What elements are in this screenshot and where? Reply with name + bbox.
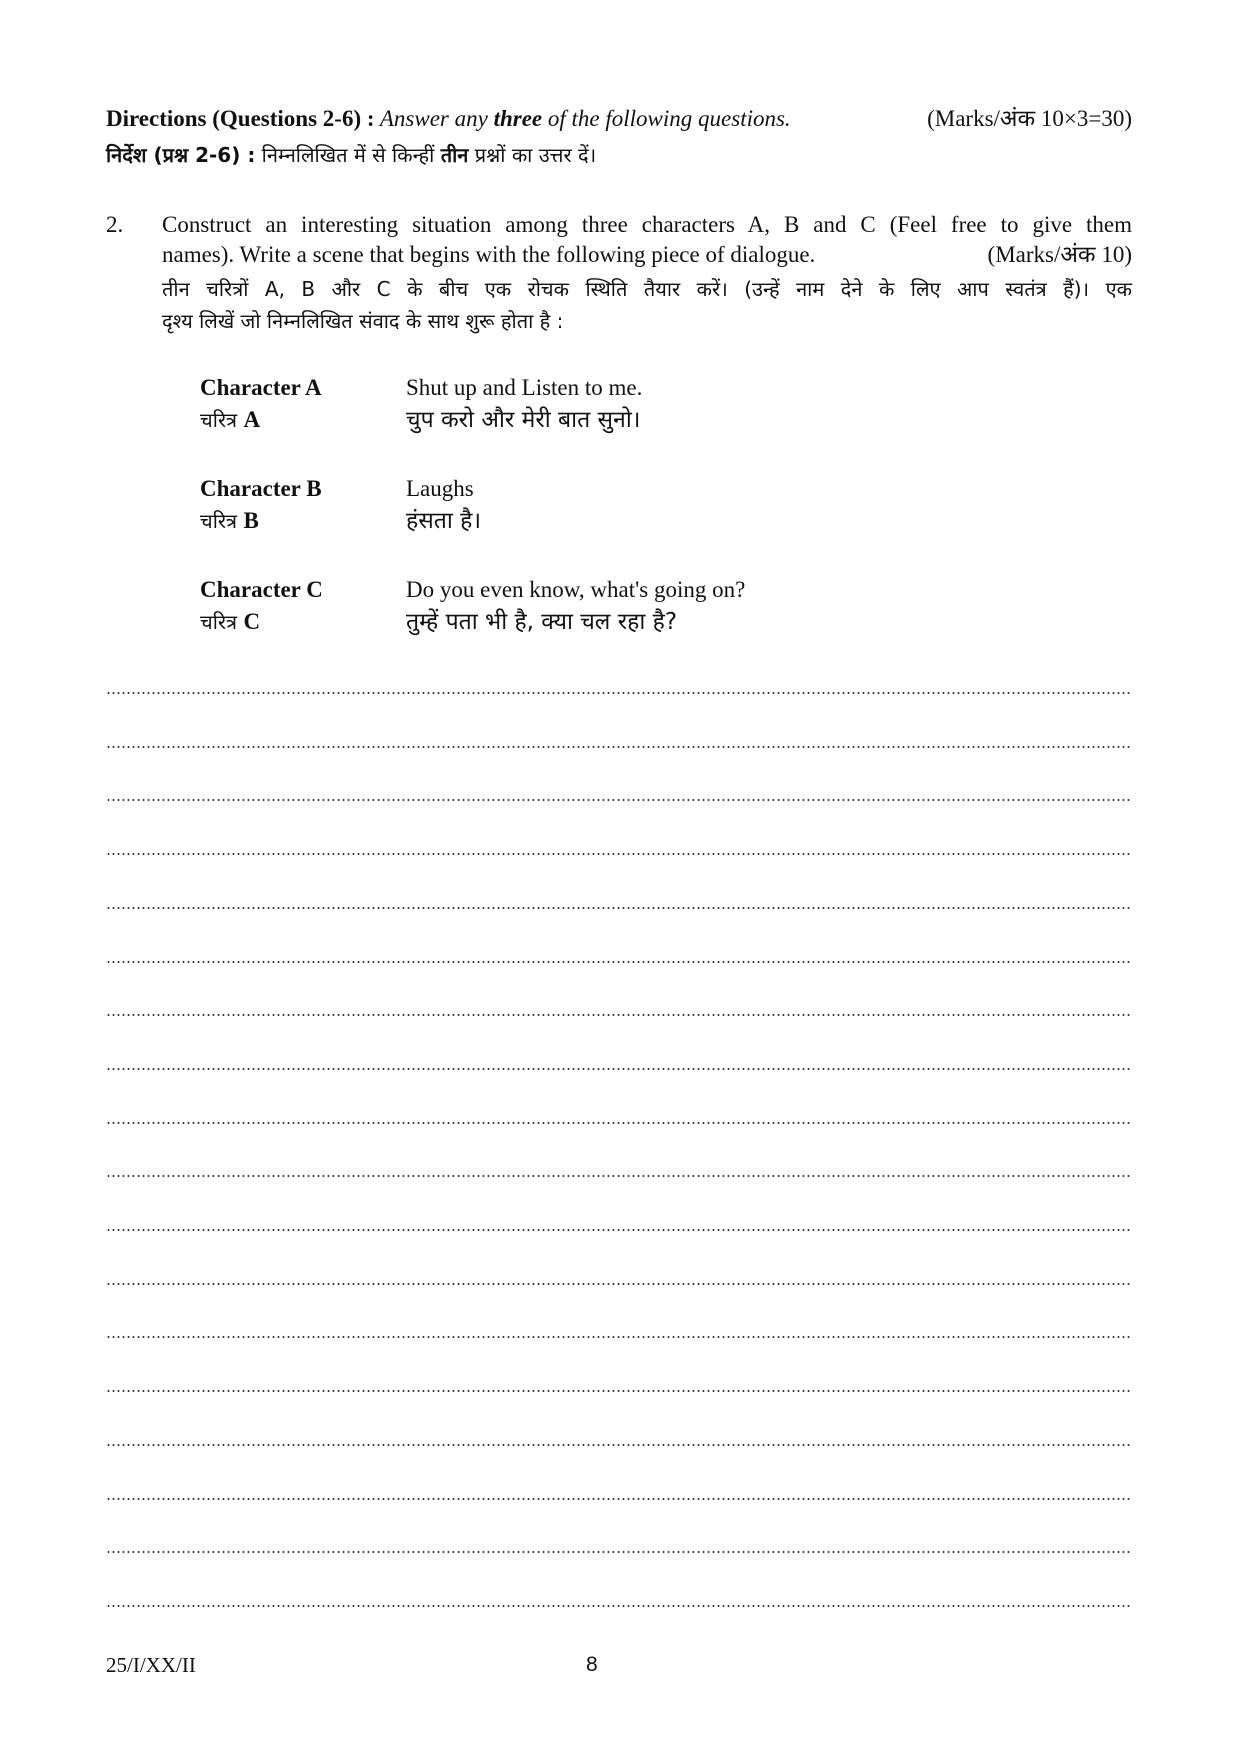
question-hi-line-2: दृश्य लिखें जो निम्नलिखित संवाद के साथ शुरू होता है : [162,309,564,333]
character-c-letter: C [243,609,261,634]
character-b-letter: B [243,508,259,533]
answer-line[interactable] [106,1336,1132,1338]
answer-line[interactable] [106,1551,1132,1553]
character-b-label-hi-prefix: चरित्र [200,509,244,533]
answer-line[interactable] [106,1498,1132,1500]
character-c-line-en: Do you even know, what's going on? [406,577,746,602]
directions-marks: (Marks/अंक 10×3=30) [927,106,1132,131]
character-a-line-hi: चुप करो और मेरी बात सुनो। [406,407,641,433]
question-number: 2. [106,212,124,237]
answer-line[interactable] [106,1014,1132,1016]
directions-hi-bold: निर्देश (प्रश्न 2-6) : [106,143,256,167]
answer-line[interactable] [106,961,1132,963]
directions-hi [106,140,596,170]
answer-line[interactable] [106,1122,1132,1124]
character-c-label-hi [200,607,260,637]
answer-line[interactable] [106,692,1132,694]
directions-hi-text-1: निम्नलिखित में से किन्हीं [255,143,441,167]
answer-line[interactable] [106,746,1132,748]
question-hi-line-1: तीन चरित्रों A, B और C के बीच एक रोचक स्थिति तैयार करें। (उन्हें नाम देने के लिए आप स्वतंत्र हैं)। एक [162,277,1132,301]
directions-en [106,104,791,134]
character-a-label-hi [200,405,260,435]
character-b-label-hi [200,506,259,536]
answer-line[interactable] [106,1175,1132,1177]
answer-line[interactable] [106,1444,1132,1446]
character-b-line-hi: हंसता है। [406,508,482,534]
question-marks: (Marks/अंक 10) [987,242,1132,267]
character-a-label-hi-prefix: चरित्र [200,408,244,432]
directions-en-bold: Directions (Questions 2-6) : [106,106,375,131]
footer-code: 25/I/XX/II [106,1653,196,1677]
character-a-line-en: Shut up and Listen to me. [406,375,643,400]
character-c-label-hi-prefix: चरित्र [200,610,244,634]
character-a-label-en: Character A [200,375,322,400]
directions-hi-text-bold: तीन [440,143,469,167]
answer-line[interactable] [106,1390,1132,1392]
character-c-label-en: Character C [200,577,323,602]
answer-line[interactable] [106,799,1132,801]
answer-line[interactable] [106,1605,1132,1607]
directions-hi-text-2: प्रश्नों का उत्तर दें। [468,143,597,167]
answer-line[interactable] [106,1068,1132,1070]
character-b-line-en: Laughs [406,476,474,501]
page-number: 8 [586,1653,598,1676]
directions-en-text-1: Answer any [374,106,494,131]
question-en-line-2: names). Write a scene that begins with the following piece of dialogue. [162,242,816,267]
directions-en-text-2: of the following questions. [542,106,791,131]
directions-en-text-bold: three [493,106,543,131]
character-c-line-hi: तुम्हें पता भी है, क्या चल रहा है? [406,609,678,635]
answer-line[interactable] [106,853,1132,855]
character-a-letter: A [243,407,261,432]
character-b-label-en: Character B [200,476,322,501]
answer-line[interactable] [106,907,1132,909]
question-en-line-1: Construct an interesting situation among three characters A, B and C (Feel free to give them [162,212,1132,237]
answer-line[interactable] [106,1283,1132,1285]
answer-line[interactable] [106,1229,1132,1231]
